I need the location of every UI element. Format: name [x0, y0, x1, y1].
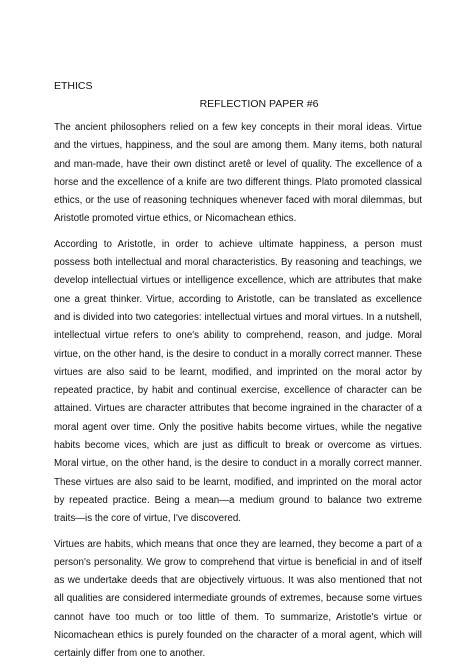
- paragraph-2: According to Aristotle, in order to achieve ultimate happiness, a person must possess both intellectual and moral characteristics. By reasoning and teachings, we develop intellectual virtues or intelligence excellence, which are attributes that make one a great thinker. Virtue, according to Aristotle, can be translated as excellence and is divided into two categories: intellectual virtues and moral virtues. In a nutshell, intellectual virtue refers to one's ability to comprehend, reason, and judge. Moral virtue, on the other hand, is the desire to conduct in a morally correct manner. These virtues are also said to be learnt, modified, and imprinted on the moral actor by repeated practice, by habit and continual exercise, excellence of character can be attained. Virtues are character attributes that become ingrained in the character of a moral agent over time. Only the positive habits become virtues, while the negative habits become vices, which are just as difficult to break or overcome as virtues. Moral virtue, on the other hand, is the desire to conduct in a morally correct manner. These virtues are also said to be learnt, modified, and imprinted on the moral actor by repeated practice. Being a mean—a medium ground to balance two extreme traits—is the core of virtue, I've discovered.: [54, 238, 422, 525]
- paragraph-1: The ancient philosophers relied on a few key concepts in their moral ideas. Virtue and the virtues, happiness, and the soul are among them. Many items, both natural and man-made, have their own distinct aretê or level of quality. The excellence of a horse and the excellence of a knife are two different things. Plato promoted classical ethics, or the use of reasoning techniques whenever faced with moral dilemmas, but Aristotle promoted virtue ethics, or Nicomachean ethics.: [54, 122, 422, 225]
- subject-heading: ETHICS: [54, 80, 93, 92]
- paragraph-3: Virtues are habits, which means that once they are learned, they become a part of a person's personality. We grow to comprehend that virtue is beneficial in and of itself as we undertake deeds that are objectively virtuous. It was also mentioned that not all qualities are considered intermediate grounds of extremes, because some virtues cannot have too much or too little of them. To summarize, Aristotle's virtue or Nicomachean ethics is purely founded on the character of a moral agent, which will certainly differ from one to another.: [54, 538, 422, 660]
- document-body: [54, 119, 422, 671]
- paper-title: REFLECTION PAPER #6: [199, 98, 319, 110]
